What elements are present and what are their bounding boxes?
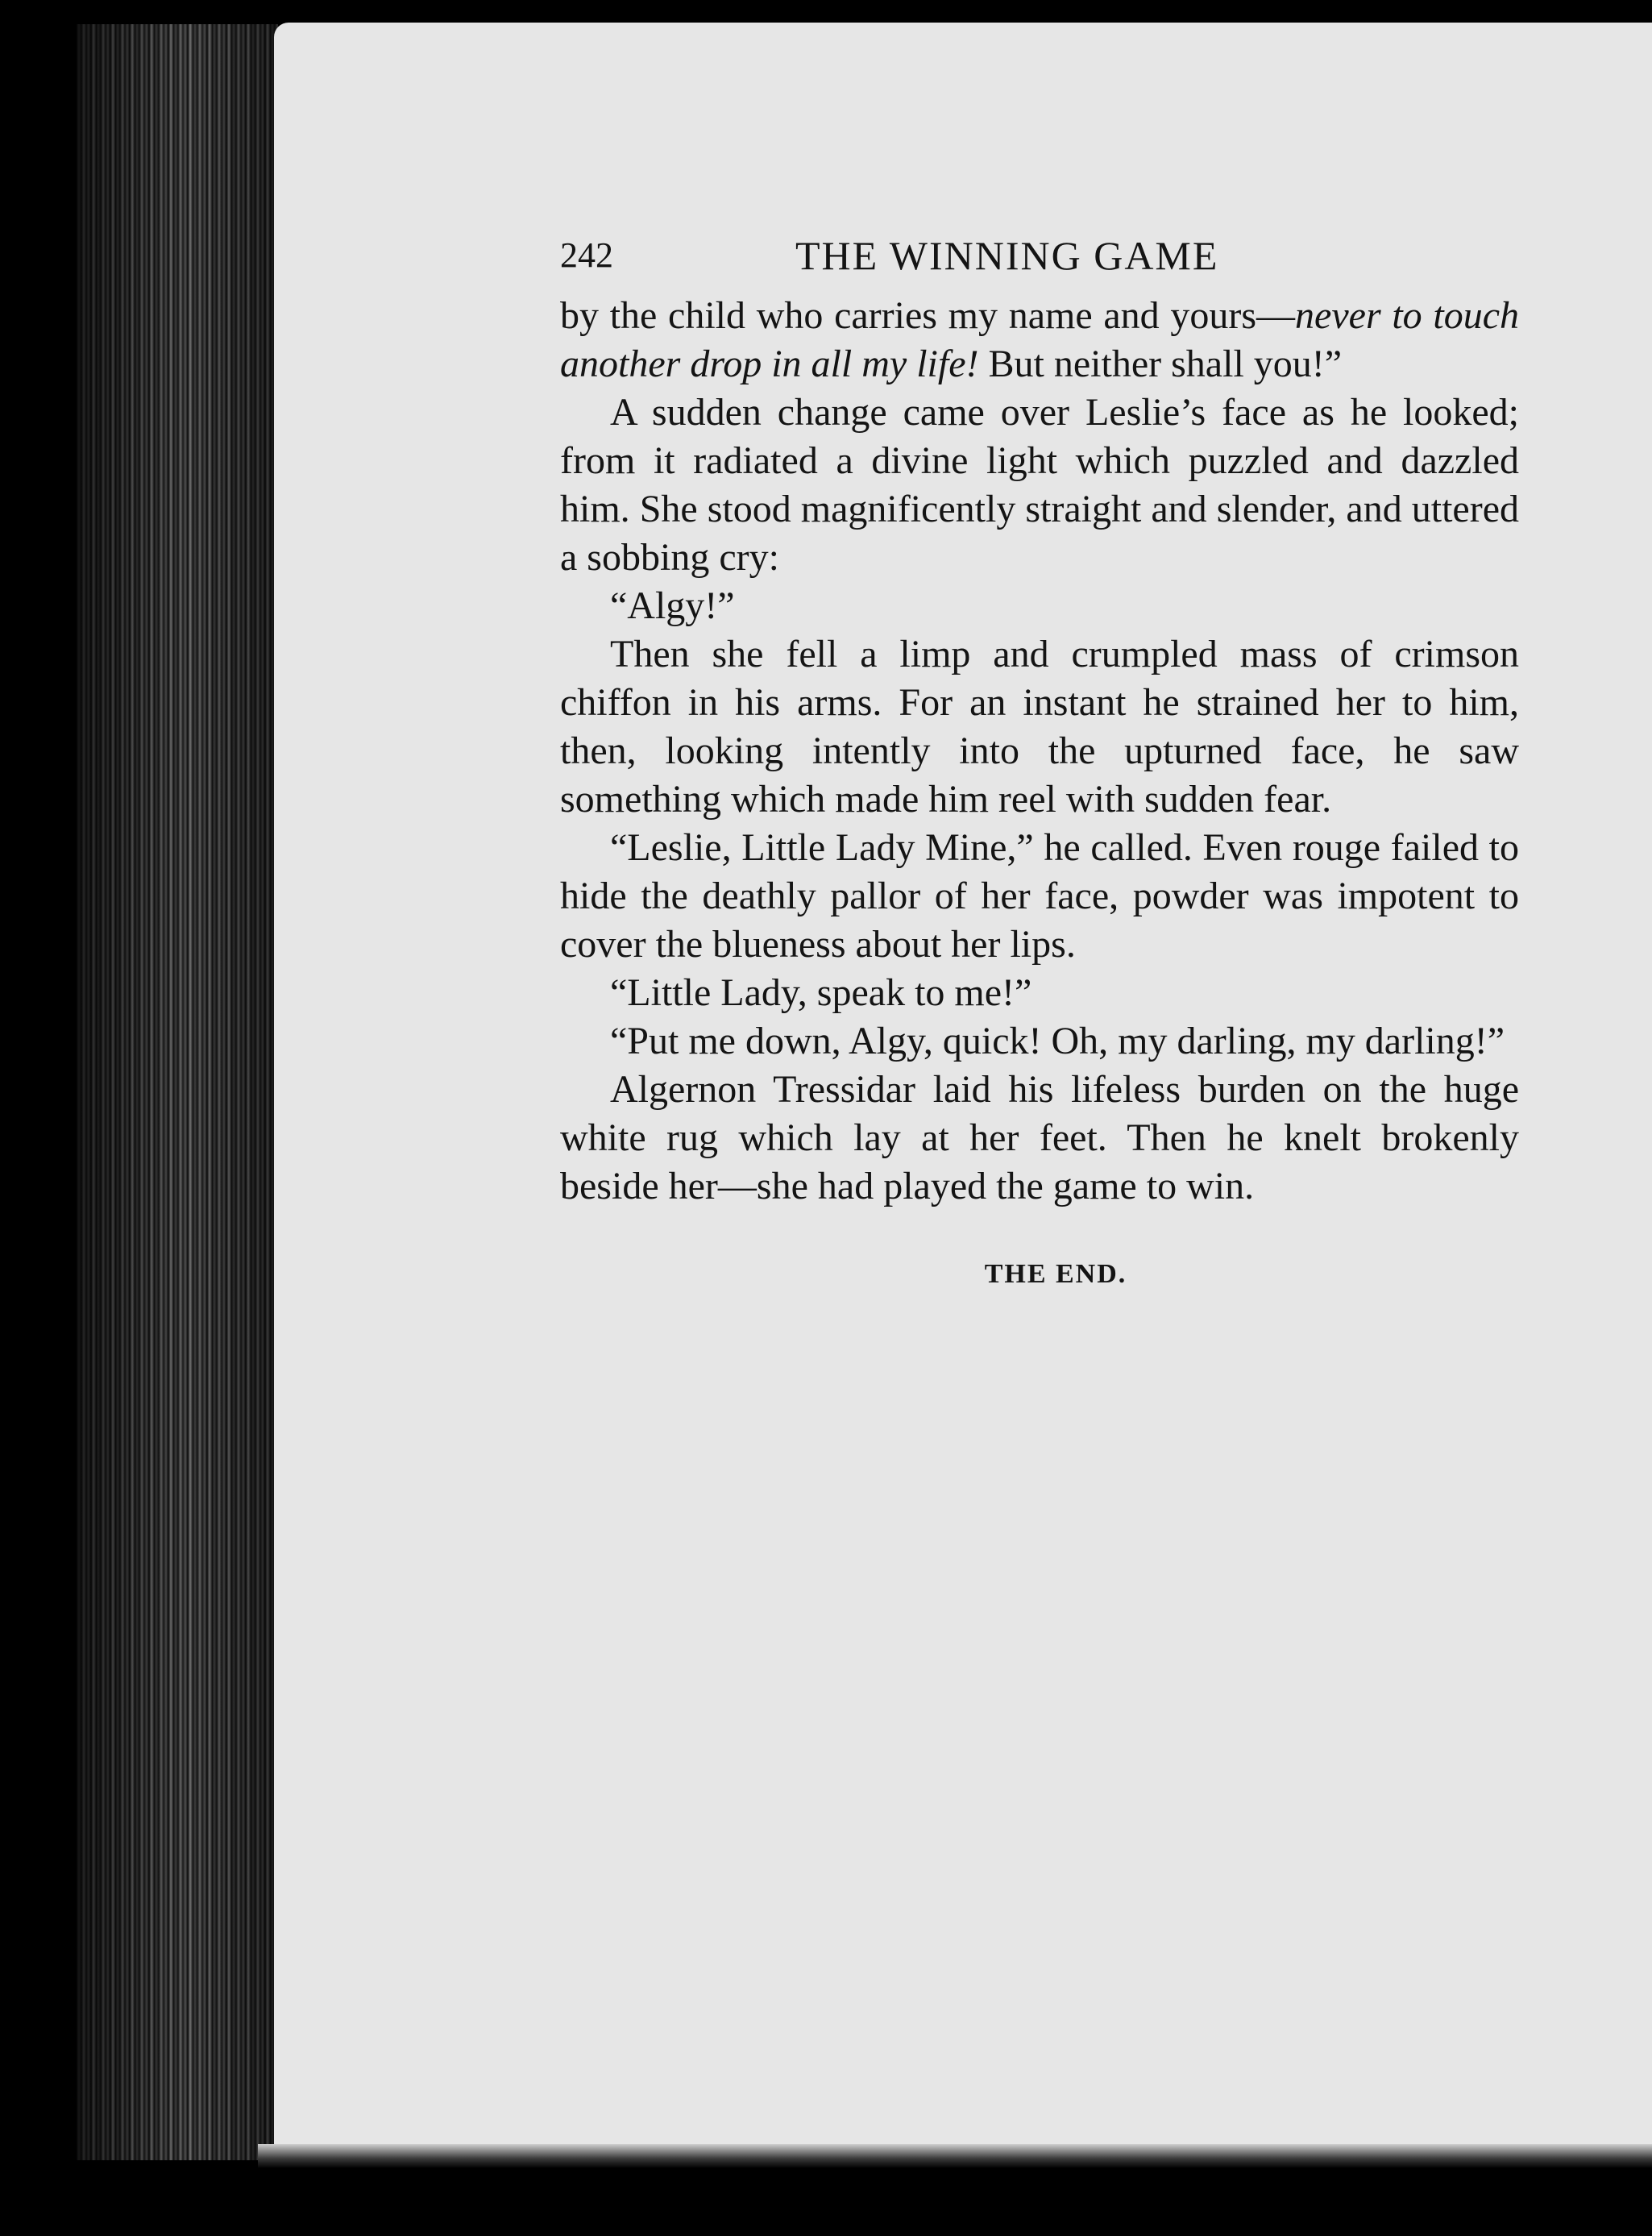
paragraph: “Put me down, Algy, quick! Oh, my darling, my darling!” (610, 1020, 1505, 1062)
page-bottom-edge (258, 2144, 1652, 2168)
the-end-label: THE END. (984, 1259, 1127, 1289)
body-text (560, 292, 1519, 1211)
running-head-title: THE WINNING GAME (795, 233, 1219, 278)
paragraph: Algernon Tressidar laid his lifeless burden on the huge white rug which lay at her feet. Then he knelt brokenly beside her—she had played the game to win. (560, 1068, 1519, 1207)
paragraph: A sudden change came over Leslie’s face as he looked; from it radiated a divine light which puzzled and dazzled him. She stood magnificently straight and slender, and uttered a sobbing cry: (560, 391, 1519, 579)
paragraph: “Little Lady, speak to me!” (610, 971, 1032, 1014)
page-number: 242 (560, 235, 613, 275)
book-edge-shadow (77, 24, 278, 2160)
paragraph: “Algy!” (610, 584, 735, 627)
emphasized-text: never to touch another drop in all my life! (560, 294, 1519, 385)
paragraph: Then she fell a limp and crumpled mass of crimson chiffon in his arms. For an instant he strained her to him, then, looking intently into the upturned face, he saw something which made him reel with sudden fear. (560, 633, 1519, 821)
paragraph-text: But neither shall you!” (978, 343, 1343, 385)
running-head (560, 227, 1519, 284)
page-text-block (560, 227, 1519, 1290)
paragraph: “Leslie, Little Lady Mine,” he called. Even rouge failed to hide the deathly pallor of her face, powder was impotent to cover the blueness about her lips. (560, 826, 1519, 966)
paragraph-text: by the child who carries my name and yours— (560, 294, 1296, 337)
paragraph-continued (560, 292, 1519, 389)
